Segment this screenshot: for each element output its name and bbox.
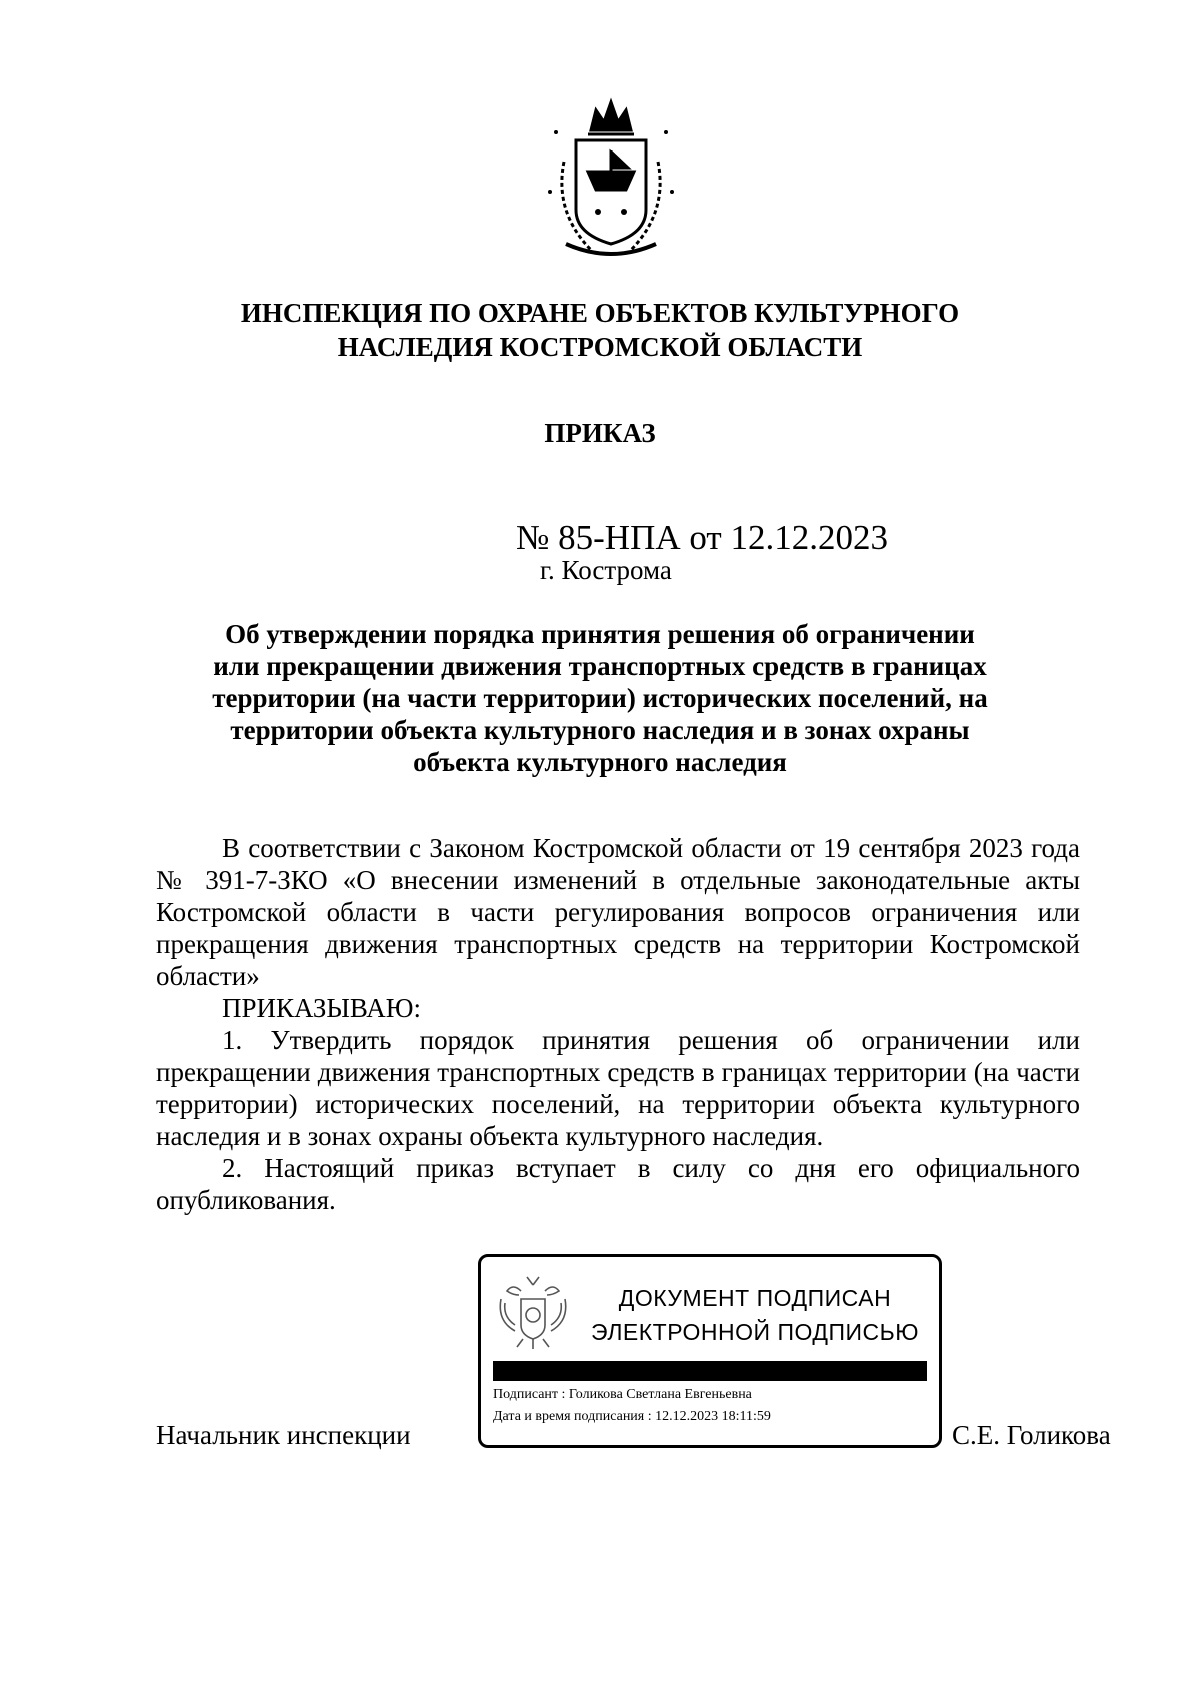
- order-item-1: 1. Утвердить порядок принятия решения об ограничении или прекращении движения транспортных средств в границах территории (на части территории) исторических поселений, на территории объекта культурного наследия и в зонах охраны объекта культурного наследия.: [156, 1025, 1080, 1151]
- stamp-title-line-1: ДОКУМЕНТ ПОДПИСАН: [618, 1285, 892, 1311]
- subject-line-5: объекта культурного наследия: [413, 747, 787, 777]
- order-body: [156, 832, 1080, 1216]
- kostroma-coat-of-arms-icon: [536, 92, 686, 262]
- signatory-name: С.Е. Голикова: [952, 1420, 1111, 1450]
- stamp-signed-at: Дата и время подписания : 12.12.2023 18:11:59: [493, 1409, 771, 1424]
- order-item-2: 2. Настоящий приказ вступает в силу со дня его официального опубликования.: [156, 1153, 1080, 1215]
- order-number: № 85-НПА от 12.12.2023: [516, 518, 888, 557]
- org-line-2: НАСЛЕДИЯ КОСТРОМСКОЙ ОБЛАСТИ: [337, 332, 863, 362]
- electronic-signature-stamp: [478, 1254, 942, 1448]
- preamble-paragraph: В соответствии с Законом Костромской области от 19 сентября 2023 года № 391-7-ЗКО «О внесении изменений в отдельные законодательные акты Костромской области в части регулирования вопросов ограничения или прекращения движения транспортных средств на территории Костромской области»: [156, 833, 1080, 991]
- russian-double-headed-eagle-icon: [493, 1273, 573, 1351]
- org-line-1: ИНСПЕКЦИЯ ПО ОХРАНЕ ОБЪЕКТОВ КУЛЬТУРНОГО: [240, 298, 960, 328]
- stamp-title-line-2: ЭЛЕКТРОННОЙ ПОДПИСЬЮ: [591, 1319, 919, 1345]
- document-type: ПРИКАЗ: [544, 418, 656, 448]
- subject-line-3: территории (на части территории) исторических поселений, на: [212, 683, 988, 713]
- order-subject: [150, 618, 1050, 778]
- subject-line-4: территории объекта культурного наследия и в зонах охраны: [230, 715, 970, 745]
- order-word: ПРИКАЗЫВАЮ:: [222, 993, 421, 1023]
- stamp-title: [577, 1281, 933, 1349]
- subject-line-1: Об утверждении порядка принятия решения об ограничении: [225, 619, 975, 649]
- signatory-position: Начальник инспекции: [156, 1420, 411, 1450]
- organization-name: [150, 296, 1050, 364]
- certificate-redaction-bar: [493, 1361, 927, 1381]
- stamp-signer: Подписант : Голикова Светлана Евгеньевна: [493, 1387, 752, 1402]
- order-city: г. Кострома: [540, 555, 672, 585]
- subject-line-2: или прекращении движения транспортных средств в границах: [213, 651, 987, 681]
